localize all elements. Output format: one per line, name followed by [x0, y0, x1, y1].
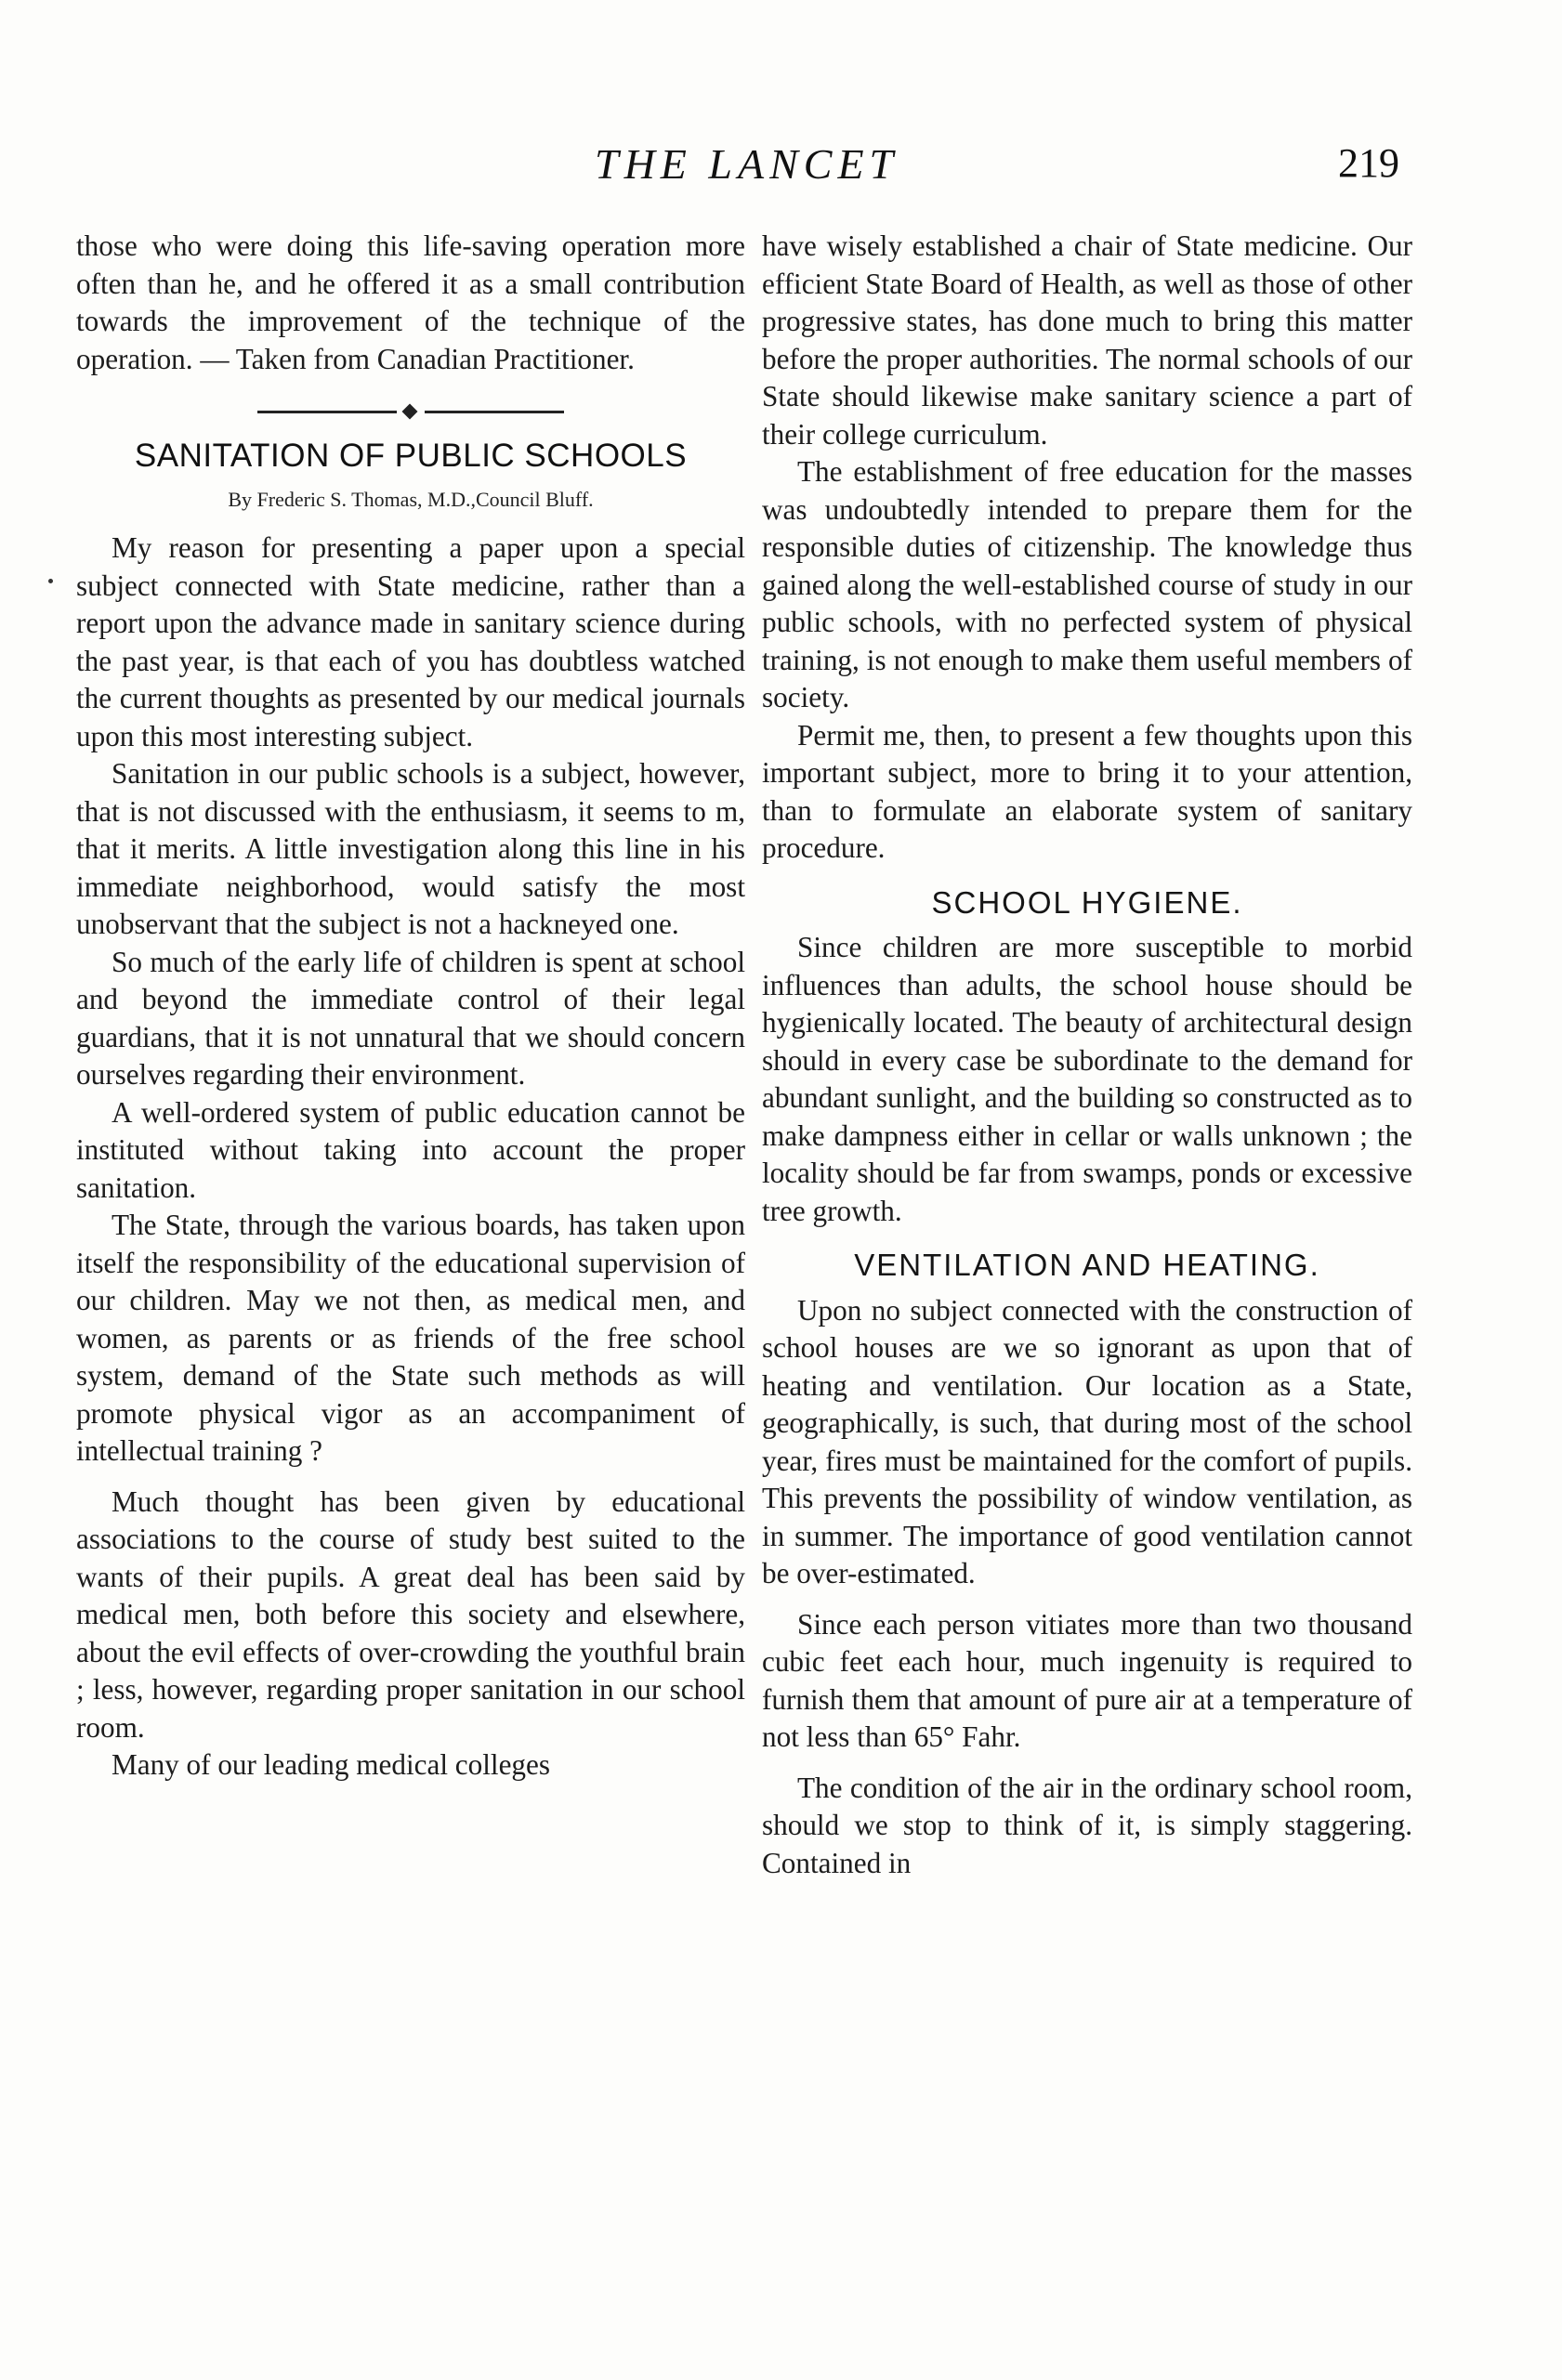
section-divider — [257, 402, 564, 421]
body-paragraph: Upon no subject connected with the construction of school houses are we so ignorant as upon that of heating and ventilation. Our location as a State, geographically, is such, that during most of the school year, fires must be maintained for the comfort of pupils. This prevents the possibility of window ventilation, as in summer. The importance of good ventilation cannot be over-estimated. — [762, 1293, 1412, 1589]
right-column — [762, 228, 1412, 1882]
body-paragraph: The establishment of free education for the masses was undoubtedly intended to prepare them for the responsible duties of citizenship. The knowledge thus gained along the well-established course of study in our public schools, with no perfected system of physical training, is not enough to make them useful members of society. — [762, 455, 1412, 713]
page-number: 219 — [1338, 140, 1399, 186]
body-paragraph: Permit me, then, to present a few thoughts upon this important subject, more to bring it to your attention, than to formulate an elaborate system of sanitary procedure. — [762, 718, 1412, 864]
divider-rule-left — [257, 411, 397, 413]
body-paragraph: The State, through the various boards, has taken upon itself the responsibility of the educational supervision of our children. May we not then, as medical men, and women, as parents or as friends of the free school system, demand of the State such methods as will promote physical vigor as an accompaniment of intellectual training ? — [76, 1209, 745, 1467]
body-paragraph: have wisely established a chair of State medicine. Our efficient State Board of Health, as well as those of other progressive states, has done much to bring this matter before the proper authorities. The normal schools of our State should likewise make sanitary science a part of their college curriculum. — [762, 229, 1412, 451]
stray-ink-mark — [48, 579, 53, 583]
article-byline: By Frederic S. Thomas, M.D.,Council Bluff. — [228, 487, 594, 511]
body-paragraph: Since each person vitiates more than two thousand cubic feet each hour, much ingenuity is required to furnish them that amount of pure air at a temperature of not less than 65° Fahr. — [762, 1607, 1412, 1753]
section-heading-school-hygiene: SCHOOL HYGIENE. — [931, 884, 1243, 920]
divider-ornament — [402, 404, 418, 420]
section-heading-ventilation: VENTILATION AND HEATING. — [854, 1248, 1320, 1282]
intro-paragraph: those who were doing this life-saving operation more often than he, and he offered it as a small contribution towards the improvement of the technique of the operation. — Taken from Canadian Practitioner. — [76, 229, 745, 375]
running-head — [0, 139, 1562, 195]
left-column — [76, 228, 745, 1785]
body-paragraph: A well-ordered system of public education cannot be instituted without taking into account the proper sanitation. — [76, 1095, 745, 1204]
body-paragraph: So much of the early life of children is spent at school and beyond the immediate control of their legal guardians, that it is not unnatural that we should concern ourselves regarding their environment. — [76, 945, 745, 1091]
journal-title: THE LANCET — [595, 140, 899, 188]
divider-rule-right — [425, 411, 564, 413]
body-paragraph: Many of our leading medical colleges — [112, 1748, 550, 1781]
body-paragraph: My reason for presenting a paper upon a special subject connected with State medicine, rather than a report upon the advance made in sanitary science during the past year, is that each of you has doubtless watched the current thoughts as presented by our medical journals upon this most interesting subject. — [76, 531, 745, 752]
body-paragraph: Since children are more susceptible to morbid influences than adults, the school house should be hygienically located. The beauty of architectural design should in every case be subordinate to the demand for abundant sunlight, and the building so constructed as to make dampness either in cellar or walls unknown ; the locality should be far from swamps, ponds or excessive tree growth. — [762, 931, 1412, 1227]
body-paragraph: Sanitation in our public schools is a subject, however, that is not discussed with the enthusiasm, it seems to m, that it merits. A little investigation along this line in his immediate neighborhood, would satisfy the most unobservant that the subject is not a hackneyed one. — [76, 757, 745, 940]
body-paragraph: Much thought has been given by educational associations to the course of study best suited to the wants of their pupils. A great deal has been said by medical men, both before this society and elsewhere, about the evil effects of over-crowding the youthful brain ; less, however, regarding proper sanitation in our school room. — [76, 1484, 745, 1744]
article-title: SANITATION OF PUBLIC SCHOOLS — [134, 438, 688, 474]
closing-paragraph: The condition of the air in the ordinary school room, should we stop to think of it, is simply staggering. Contained in — [762, 1771, 1412, 1879]
